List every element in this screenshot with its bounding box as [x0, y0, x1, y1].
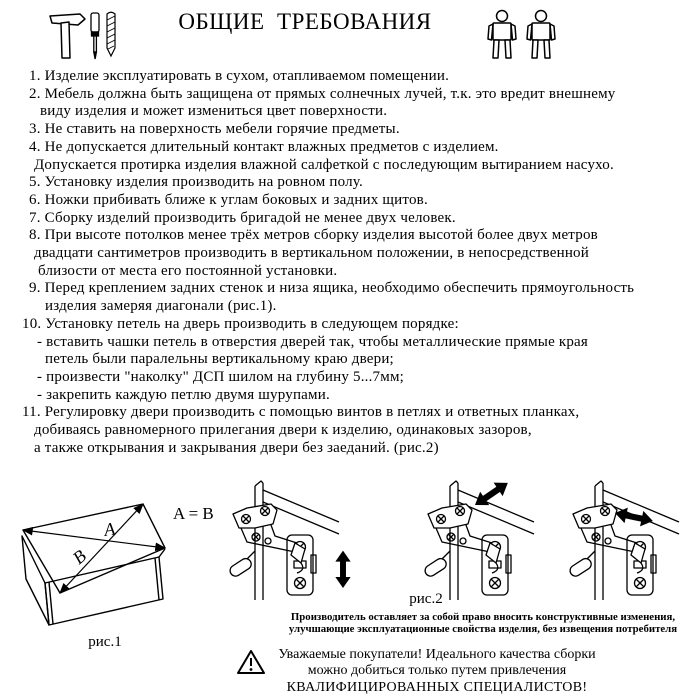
manufacturer-note-line1: Производитель оставляет за собой право вносить конструктивные изменения, [290, 611, 676, 623]
requirement-line: Допускается протирка изделия влажной салфеткой с последующим вытиранием насухо. [34, 156, 614, 173]
drill-bit-icon [107, 12, 115, 56]
requirements-list [0, 68, 700, 457]
warning-line3: КВАЛИФИЦИРОВАННЫХ СПЕЦИАЛИСТОВ! [286, 679, 588, 695]
requirement-line: 5. Установку изделия производить на ровном полу. [29, 174, 363, 191]
tools-icons [28, 6, 123, 62]
requirement-line: 2. Мебель должна быть защищена от прямых солнечных лучей, т.к. это вредит внешнему [29, 85, 616, 102]
requirement-line: 7. Сборку изделий производить бригадой не менее двух человек. [29, 209, 456, 226]
warning-line2: можно добиться только путем привлечения [307, 663, 567, 679]
warning-text [237, 647, 637, 696]
vertical-double-arrow-icon [335, 551, 350, 588]
requirement-line: - вставить чашки петель в отверстия дверей так, чтобы металлические прямые края [37, 333, 589, 350]
requirement-line: 1. Изделие эксплуатировать в сухом, отапливаемом помещении. [29, 68, 450, 84]
requirement-line: 3. Не ставить на поверхность мебели горячие предметы. [29, 121, 400, 138]
requirement-line: 11. Регулировку двери производить с помощью винтов в петлях и ответных планках, [22, 404, 580, 421]
hinge-diagram-vertical-adjust [225, 480, 360, 605]
diagonal-b-label: B [68, 545, 90, 569]
manufacturer-note-line2: улучшающие эксплуатационные свойства изделия, без извещения потребителя [288, 622, 678, 635]
requirement-line: - произвести "наколку" ДСП шилом на глубину 5...7мм; [37, 368, 405, 385]
person-icon [527, 11, 555, 59]
fig2-caption: рис.2 [409, 591, 443, 607]
requirement-line: близости от места его постоянной установки. [38, 262, 338, 279]
warning-line1: Уважаемые покупатели! Идеального качества сборки [278, 647, 596, 662]
requirement-line: 8. При высоте потолков менее трёх метров сборку изделия высотой более двух метров [29, 227, 598, 244]
requirement-line: а также открывания и закрывания двери без заеданий. (рис.2) [34, 439, 439, 456]
people-icons [485, 8, 567, 60]
requirement-line: - закрепить каждую петлю двумя шурупами. [37, 386, 330, 403]
fig1-box-diagram [5, 483, 225, 633]
person-icon [488, 11, 516, 59]
fig1-caption: рис.1 [88, 634, 122, 650]
manufacturer-note [283, 612, 683, 636]
requirement-line: изделия замеряя диагонали (рис.1). [45, 298, 277, 315]
screwdriver-icon [91, 13, 99, 59]
hinge-diagram-diagonal-adjust [420, 480, 555, 605]
requirement-line: 6. Ножки прибивать ближе к углам боковых и задних щитов. [29, 191, 428, 208]
hinge-diagram-horizontal-adjust [565, 480, 700, 605]
a-equals-b-label: A = B [173, 504, 214, 523]
requirement-line: виду изделия и может измениться цвет поверхности. [40, 103, 388, 120]
requirement-line: петель были паралельны вертикальному краю двери; [45, 351, 394, 368]
diagonal-a-label: A [102, 518, 117, 540]
requirement-line: двадцати сантиметров производить в вертикальном положении, в непосредственной [34, 245, 589, 262]
requirement-line: добиваясь равномерного прилегания двери к изделию, одинаковых зазоров, [34, 422, 532, 439]
hammer-icon [50, 14, 85, 58]
requirement-line: 4. Не допускается длительный контакт влажных предметов с изделием. [29, 138, 499, 155]
requirement-line: 10. Установку петель на дверь производить в следующем порядке: [22, 315, 459, 332]
requirement-line: 9. Перед креплением задних стенок и низа ящика, необходимо обеспечить прямоугольность [29, 280, 635, 297]
page-title: ОБЩИЕ ТРЕБОВАНИЯ [178, 9, 432, 34]
diagonal-double-arrow-icon [470, 476, 512, 512]
